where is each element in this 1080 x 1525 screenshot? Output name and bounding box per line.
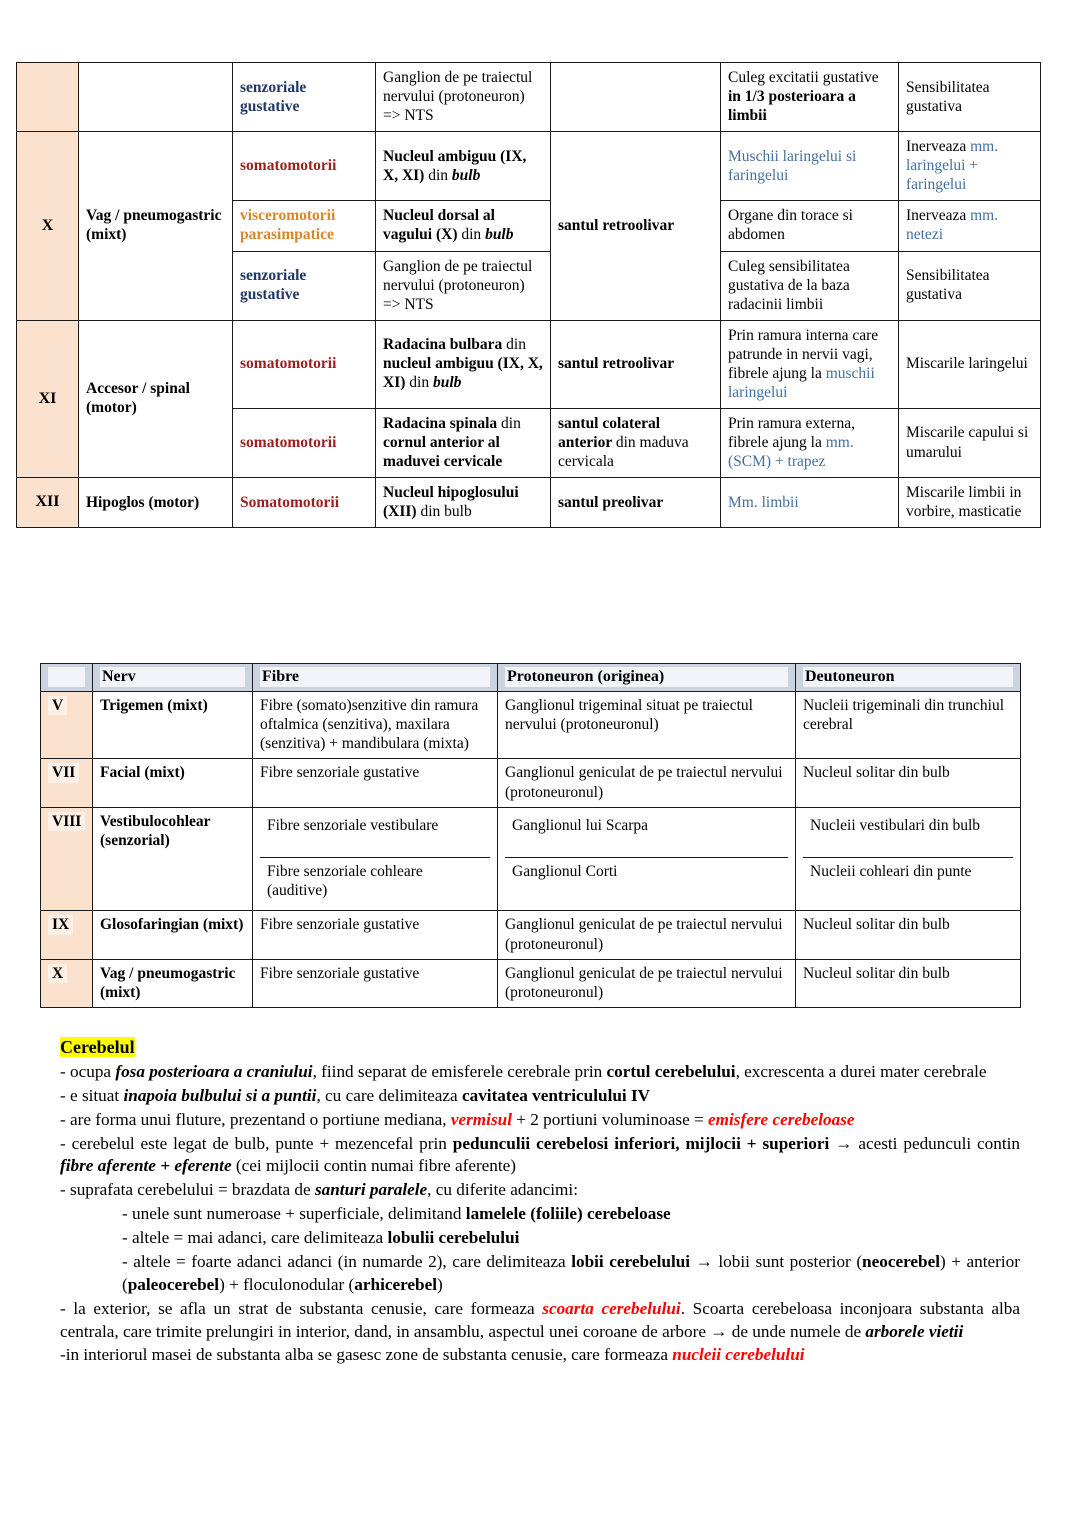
text-run: Culeg sensibilitatea gustativa de la baza radacinii limbii (728, 257, 850, 313)
nerve-name-cell: Trigemen (mixt) (93, 691, 253, 759)
text-run: Miscarile capului si umarului (906, 424, 1029, 461)
text-run: din (506, 336, 526, 354)
text-run: Nucleul ambiguu (IX, X, XI) (383, 147, 527, 184)
nerve-number: XII (32, 492, 62, 512)
text-run: lobulii cerebelului (387, 1228, 520, 1248)
text-run: , cu diferite adancimi: (427, 1180, 578, 1200)
nerve-number: XI (36, 389, 60, 409)
apparent-origin-cell (551, 63, 721, 132)
split-deutoneuron-cell (796, 807, 1021, 910)
text-run: ) (437, 1274, 443, 1294)
nerve-name-cell: Hipoglos (motor) (79, 478, 233, 528)
note-line (60, 1203, 1020, 1226)
text-run: -in interiorul masei de substanta alba se gasesc zone de substanta cenusie, care formeaza (60, 1345, 673, 1365)
sub-row (505, 812, 788, 858)
protoneuron-cell: Ganglionul geniculat de pe traiectul nervului (protoneuronul) (498, 911, 796, 959)
text-run: Nucleul hipoglosului (XII) (383, 484, 519, 521)
nerve-number: V (48, 696, 67, 715)
sub-table (803, 812, 1013, 903)
table-header-row (41, 664, 1021, 692)
text-run: Sensibilitatea gustativa (906, 78, 990, 115)
text-run: vermisul (450, 1109, 512, 1129)
text-run: - altele = foarte adanci adanci (in numarde 2), care delimiteaza (122, 1251, 572, 1271)
territory-cell (721, 408, 899, 477)
cranial-nerves-detail-table-wrapper (16, 62, 1040, 528)
nucleus-origin-cell (376, 63, 551, 132)
nerve-number: IX (48, 915, 73, 934)
function-cell (899, 63, 1041, 132)
fiber-type-cell: somatomotorii (233, 320, 376, 408)
text-run: - la exterior, se afla un strat de substanta cenusie, care formeaza (60, 1298, 543, 1318)
column-header-label (48, 667, 85, 687)
nerve-number-cell (41, 911, 93, 959)
text-run: din maduva cervicala (558, 434, 689, 471)
text-run: muschii laringelui (728, 364, 875, 401)
nerve-name-cell: Vag / pneumogastric (mixt) (79, 132, 233, 321)
column-header-protoneuron-originea (498, 664, 796, 692)
nerve-name-cell: Vag / pneumogastric (mixt) (93, 959, 253, 1007)
nerve-number-cell (17, 320, 79, 477)
note-line (60, 1298, 1020, 1344)
nucleus-origin-cell (376, 478, 551, 528)
text-run: bulb (451, 166, 481, 184)
nerve-summary-table-wrapper (40, 663, 1020, 1008)
function-cell (899, 408, 1041, 477)
sub-row (260, 812, 490, 858)
table-row (17, 478, 1041, 528)
table-row (41, 759, 1021, 807)
note-line (60, 1109, 1020, 1132)
nucleus-origin-cell (376, 201, 551, 251)
table-row (41, 959, 1021, 1007)
text-run: inapoia bulbului si a puntii (123, 1085, 317, 1105)
apparent-origin-cell (551, 320, 721, 408)
text-run: din (501, 414, 521, 432)
text-run: ) + floculonodular ( (219, 1274, 355, 1294)
nerve-name-cell: Facial (mixt) (93, 759, 253, 807)
text-run: - suprafata cerebelului = brazdata de (60, 1180, 315, 1200)
text-run: nucleii cerebelului (672, 1345, 805, 1365)
column-header-label: Protoneuron (originea) (505, 667, 788, 687)
fibre-cell: Fibre senzoriale cohleare (auditive) (260, 857, 490, 905)
text-run: santul retroolivar (558, 216, 675, 234)
deutoneuron-cell: Nucleul solitar din bulb (796, 759, 1021, 807)
fiber-type-cell: somatomotorii (233, 408, 376, 477)
text-run: din (409, 374, 433, 392)
deutoneuron-cell: Nucleii trigeminali din trunchiul cerebral (796, 691, 1021, 759)
fiber-cell: Fibre senzoriale gustative (253, 911, 498, 959)
territory-cell (721, 478, 899, 528)
nucleus-origin-cell (376, 132, 551, 201)
text-run: ) + anterior ( (122, 1251, 1020, 1294)
text-run: mm. laringelui + faringelui (906, 138, 999, 194)
text-run: , excrescenta a durei mater cerebrale (735, 1061, 987, 1081)
apparent-origin-cell (551, 478, 721, 528)
nerve-number-cell (41, 691, 93, 759)
territory-cell (721, 201, 899, 251)
apparent-origin-cell (551, 408, 721, 477)
column-header-nerv (93, 664, 253, 692)
text-run: in 1/3 posterioara a limbii (728, 88, 856, 125)
protoneuron-cell: Ganglionul geniculat de pe traiectul nervului (protoneuronul) (498, 959, 796, 1007)
text-run: Muschii laringelui si faringelui (728, 147, 857, 184)
column-header-label: Fibre (260, 667, 490, 687)
territory-cell (721, 320, 899, 408)
text-run: , fiind separat de emisferele cerebrale prin (312, 1061, 607, 1081)
note-line (60, 1133, 1020, 1179)
function-cell (899, 478, 1041, 528)
text-run: cornul anterior al maduvei cervicale (383, 434, 503, 471)
cerebellum-notes-section (60, 1036, 1020, 1368)
text-run: (cei mijlocii contin numai fibre aferente) (231, 1156, 517, 1176)
text-run: pedunculii cerebelosi inferiori, mijlocii + superiori (452, 1133, 830, 1153)
function-cell (899, 201, 1041, 251)
nerve-name-cell (79, 63, 233, 132)
text-run: - e situat (60, 1085, 124, 1105)
notes-title-text: Cerebelul (60, 1037, 135, 1057)
text-run: fibre aferente + eferente (60, 1156, 232, 1176)
text-run: Radacina spinala (383, 414, 502, 432)
text-run: santuri paralele (314, 1180, 428, 1200)
column-header-label: Deutoneuron (803, 667, 1013, 687)
sub-row (260, 857, 490, 905)
text-run: - altele = mai adanci, care delimiteaza (122, 1228, 388, 1248)
function-cell (899, 251, 1041, 320)
fiber-cell: Fibre (somato)senzitive din ramura oftalmica (senzitiva), maxilara (senzitiva) + mandibulara (mixta) (253, 691, 498, 759)
column-header-index (41, 664, 93, 692)
sub-table (260, 812, 490, 905)
nucleus-origin-cell (376, 408, 551, 477)
text-run: bulb (432, 374, 462, 392)
deutoneuron-cell: Nucleul solitar din bulb (796, 911, 1021, 959)
nerve-name-cell: Accesor / spinal (motor) (79, 320, 233, 477)
text-run: + 2 portiuni voluminoase = (511, 1109, 709, 1129)
text-run: Prin ramura interna care patrunde in nervii vagi, fibrele ajung la (728, 326, 879, 382)
text-run: din (428, 166, 452, 184)
note-line (60, 1251, 1020, 1297)
fiber-type-cell: senzoriale gustative (233, 251, 376, 320)
text-run: arhicerebel (354, 1274, 438, 1294)
text-run: din bulb (420, 503, 472, 521)
deutoneuron-cell: Nucleul solitar din bulb (796, 959, 1021, 1007)
function-cell (899, 320, 1041, 408)
protoneuron-cell: Ganglionul trigeminal situat pe traiectul nervului (protoneuronul) (498, 691, 796, 759)
nerve-number: X (48, 964, 67, 983)
text-run: mm. netezi (906, 207, 999, 244)
table-row (41, 807, 1021, 910)
column-header-label: Nerv (100, 667, 245, 687)
text-run: bulb (485, 226, 514, 244)
territory-cell (721, 63, 899, 132)
nerve-summary-table (40, 663, 1021, 1008)
text-run: mm. (SCM) + trapez (728, 434, 854, 471)
text-run: - cerebelul este legat de bulb, punte + mezencefal prin (60, 1133, 453, 1153)
note-line (60, 1179, 1020, 1202)
column-header-deutoneuron (796, 664, 1021, 692)
table-row (41, 911, 1021, 959)
nerve-number-cell (17, 63, 79, 132)
text-run: Organe din torace si abdomen (728, 207, 853, 244)
text-run: santul retroolivar (558, 355, 675, 373)
fiber-cell: Fibre senzoriale gustative (253, 759, 498, 807)
note-line (60, 1227, 1020, 1250)
text-run: Radacina bulbara (383, 336, 507, 354)
cranial-nerves-detail-table (16, 62, 1041, 528)
nerve-name-cell: Vestibulocohlear (senzorial) (93, 807, 253, 910)
text-run: Culeg excitatii gustative (728, 69, 879, 86)
note-line (60, 1061, 1020, 1084)
text-run: paleocerebel (127, 1274, 220, 1294)
nerve-number-cell (17, 478, 79, 528)
note-line (60, 1344, 1020, 1367)
sub-row (803, 812, 1013, 858)
table-row (17, 320, 1041, 408)
notes-title (60, 1036, 1020, 1060)
protoneuron-cell: Ganglionul lui Scarpa (505, 812, 788, 858)
text-run: - are forma unui fluture, prezentand o portiune mediana, (60, 1109, 451, 1129)
sub-table (505, 812, 788, 903)
nerve-number-cell (41, 959, 93, 1007)
text-run: Prin ramura externa, fibrele ajung la (728, 414, 855, 451)
nerve-number-cell (17, 132, 79, 321)
text-run: - unele sunt numeroase + superficiale, delimitand (122, 1204, 466, 1224)
text-run: - ocupa (60, 1061, 116, 1081)
text-run: santul preolivar (558, 493, 664, 511)
text-run: , cu care delimiteaza (316, 1085, 462, 1105)
sub-row (505, 857, 788, 903)
deutoneuron-cell: Nucleii cohleari din punte (803, 857, 1013, 903)
text-run: Ganglion de pe traiectul nervului (protoneuron) => NTS (383, 69, 533, 125)
split-fibre-cell (253, 807, 498, 910)
text-run: arborele vietii (865, 1321, 964, 1341)
apparent-origin-cell (551, 132, 721, 321)
nerve-number: VIII (48, 812, 85, 831)
text-run: → acesti pedunculi contin (829, 1133, 1020, 1153)
nerve-number-cell (41, 807, 93, 910)
split-protoneuron-cell (498, 807, 796, 910)
function-cell (899, 132, 1041, 201)
text-run: Miscarile limbii in vorbire, masticatie (906, 484, 1022, 521)
fibre-cell: Fibre senzoriale vestibulare (260, 812, 490, 858)
note-line (60, 1085, 1020, 1108)
nerve-name-cell: Glosofaringian (mixt) (93, 911, 253, 959)
territory-cell (721, 132, 899, 201)
text-run: . Scoarta cerebeloasa inconjoara substanta alba centrala, care trimite prelungiri in interior, dand, in ansamblu, aspectul unei coroane de arbore → de unde numele de (60, 1298, 1021, 1341)
text-run: santul colateral anterior (558, 414, 661, 451)
territory-cell (721, 251, 899, 320)
fiber-type-cell: senzoriale gustative (233, 63, 376, 132)
text-run: emisfere cerebeloase (708, 1109, 855, 1129)
text-run: Mm. limbii (728, 493, 799, 511)
table-row (41, 691, 1021, 759)
text-run: Miscarile laringelui (906, 355, 1028, 373)
table-row (17, 63, 1041, 132)
sub-row (803, 857, 1013, 903)
fiber-cell: Fibre senzoriale gustative (253, 959, 498, 1007)
text-run: neocerebel (862, 1251, 940, 1271)
text-run: nucleul ambiguu (IX, X, XI) (383, 355, 543, 392)
fiber-type-cell: Somatomotorii (233, 478, 376, 528)
text-run: Inerveaza (906, 138, 971, 156)
nerve-number-cell (41, 759, 93, 807)
text-run: scoarta cerebelului (542, 1298, 681, 1318)
protoneuron-cell: Ganglionul geniculat de pe traiectul nervului (protoneuronul) (498, 759, 796, 807)
protoneuron-cell: Ganglionul Corti (505, 857, 788, 903)
text-run: lobii cerebelului (571, 1251, 691, 1271)
text-run: lamelele (foliile) cerebeloase (465, 1204, 671, 1224)
text-run: → lobii sunt posterior ( (690, 1251, 863, 1271)
table-row (17, 132, 1041, 201)
text-run: cortul cerebelului (606, 1061, 736, 1081)
fiber-type-cell: somatomotorii (233, 132, 376, 201)
nucleus-origin-cell (376, 251, 551, 320)
text-run: din (461, 226, 486, 244)
text-run: Nucleul dorsal al vagului (X) (383, 207, 495, 244)
text-run: Inerveaza (906, 207, 971, 225)
text-run: cavitatea ventriculului IV (461, 1085, 651, 1105)
deutoneuron-cell: Nucleii vestibulari din bulb (803, 812, 1013, 858)
text-run: Ganglion de pe traiectul nervului (protoneuron) => NTS (383, 257, 533, 313)
text-run: Sensibilitatea gustativa (906, 267, 990, 304)
nucleus-origin-cell (376, 320, 551, 408)
fiber-type-cell: visceromotorii parasimpatice (233, 201, 376, 251)
text-run: fosa posterioara a craniului (115, 1061, 313, 1081)
nerve-number: VII (48, 763, 79, 782)
column-header-fibre (253, 664, 498, 692)
nerve-number: X (39, 216, 57, 236)
